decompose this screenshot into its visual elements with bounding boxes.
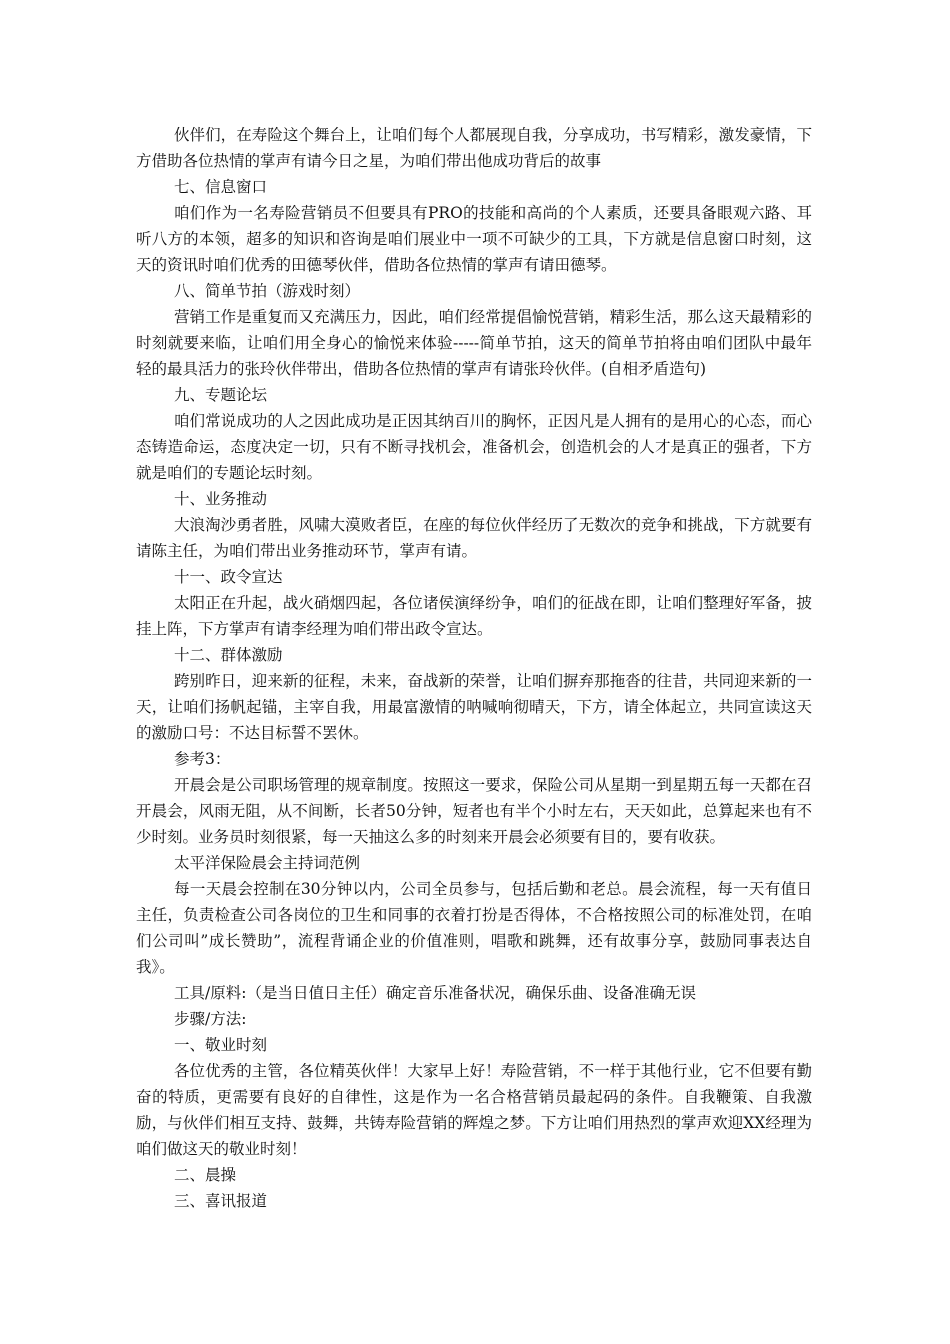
section-heading: 十二、群体激励	[174, 646, 283, 664]
paragraph: 步骤/方法:	[174, 1010, 247, 1028]
document-body	[136, 122, 812, 1214]
section-heading: 三、喜讯报道	[174, 1192, 268, 1210]
section-heading: 十、业务推动	[174, 490, 268, 508]
paragraph: 大浪淘沙勇者胜，风啸大漠败者臣，在座的每位伙伴经历了无数次的竞争和挑战，下方就要有请陈主任，为咱们带出业务推动环节，掌声有请。	[136, 516, 812, 560]
paragraph: 咱们作为一名寿险营销员不但要具有PRO的技能和高尚的个人素质，还要具备眼观六路、耳听八方的本领，超多的知识和咨询是咱们展业中一项不可缺少的工具，下方就是信息窗口时刻，这天的资讯时咱们优秀的田德琴伙伴，借助各位热情的掌声有请田德琴。	[136, 204, 812, 274]
paragraph: 每一天晨会控制在30分钟以内，公司全员参与，包括后勤和老总。晨会流程，每一天有值日主任，负责检查公司各岗位的卫生和同事的衣着打扮是否得体，不合格按照公司的标准处罚，在咱们公司叫”成长赞助”，流程背诵企业的价值准则，唱歌和跳舞，还有故事分享，鼓励同事表达自我》。	[136, 880, 812, 976]
section-heading: 一、敬业时刻	[174, 1036, 268, 1054]
paragraph: 太阳正在升起，战火硝烟四起，各位诸侯演绎纷争，咱们的征战在即，让咱们整理好军备，披挂上阵，下方掌声有请李经理为咱们带出政令宣达。	[136, 594, 812, 638]
paragraph: 伙伴们，在寿险这个舞台上，让咱们每个人都展现自我，分享成功，书写精彩，激发豪情，下方借助各位热情的掌声有请今日之星，为咱们带出他成功背后的故事	[136, 126, 812, 170]
paragraph: 工具/原料:（是当日值日主任）确定音乐准备状况，确保乐曲、设备准确无误	[174, 984, 696, 1002]
paragraph: 跨别昨日，迎来新的征程，未来，奋战新的荣誉，让咱们摒弃那拖沓的往昔，共同迎来新的一天，让咱们扬帆起锚，主宰自我，用最富激情的呐喊响彻晴天，下方，请全体起立，共同宣读这天的激励口号：不达目标誓不罢休。	[136, 672, 812, 742]
reference-label: 参考3：	[174, 750, 231, 768]
section-heading: 二、晨操	[174, 1166, 237, 1184]
paragraph: 营销工作是重复而又充满压力，因此，咱们经常提倡愉悦营销，精彩生活，那么这天最精彩的时刻就要来临，让咱们用全身心的愉悦来体验-----简单节拍，这天的简单节拍将由咱们团队中最年轻的最具活力的张玲伙伴带出，借助各位热情的掌声有请张玲伙伴。(自相矛盾造句)	[136, 308, 812, 378]
section-heading: 七、信息窗口	[174, 178, 268, 196]
section-heading: 八、简单节拍（游戏时刻）	[174, 282, 361, 300]
paragraph: 咱们常说成功的人之因此成功是正因其纳百川的胸怀，正因凡是人拥有的是用心的心态，而心态铸造命运，态度决定一切，只有不断寻找机会，准备机会，创造机会的人才是真正的强者，下方就是咱们的专题论坛时刻。	[136, 412, 812, 482]
paragraph: 开晨会是公司职场管理的规章制度。按照这一要求，保险公司从星期一到星期五每一天都在召开晨会，风雨无阻，从不间断，长者50分钟，短者也有半个小时左右，天天如此，总算起来也有不少时刻。业务员时刻很紧，每一天抽这么多的时刻来开晨会必须要有目的，要有收获。	[136, 776, 812, 846]
paragraph: 各位优秀的主管，各位精英伙伴！大家早上好！寿险营销，不一样于其他行业，它不但要有勤奋的特质，更需要有良好的自律性，这是作为一名合格营销员最起码的条件。自我鞭策、自我激励，与伙伴们相互支持、鼓舞，共铸寿险营销的辉煌之梦。下方让咱们用热烈的掌声欢迎XX经理为咱们做这天的敬业时刻！	[136, 1062, 812, 1158]
section-heading: 九、专题论坛	[174, 386, 268, 404]
section-heading: 十一、政令宣达	[174, 568, 283, 586]
section-heading: 太平洋保险晨会主持词范例	[174, 854, 361, 872]
